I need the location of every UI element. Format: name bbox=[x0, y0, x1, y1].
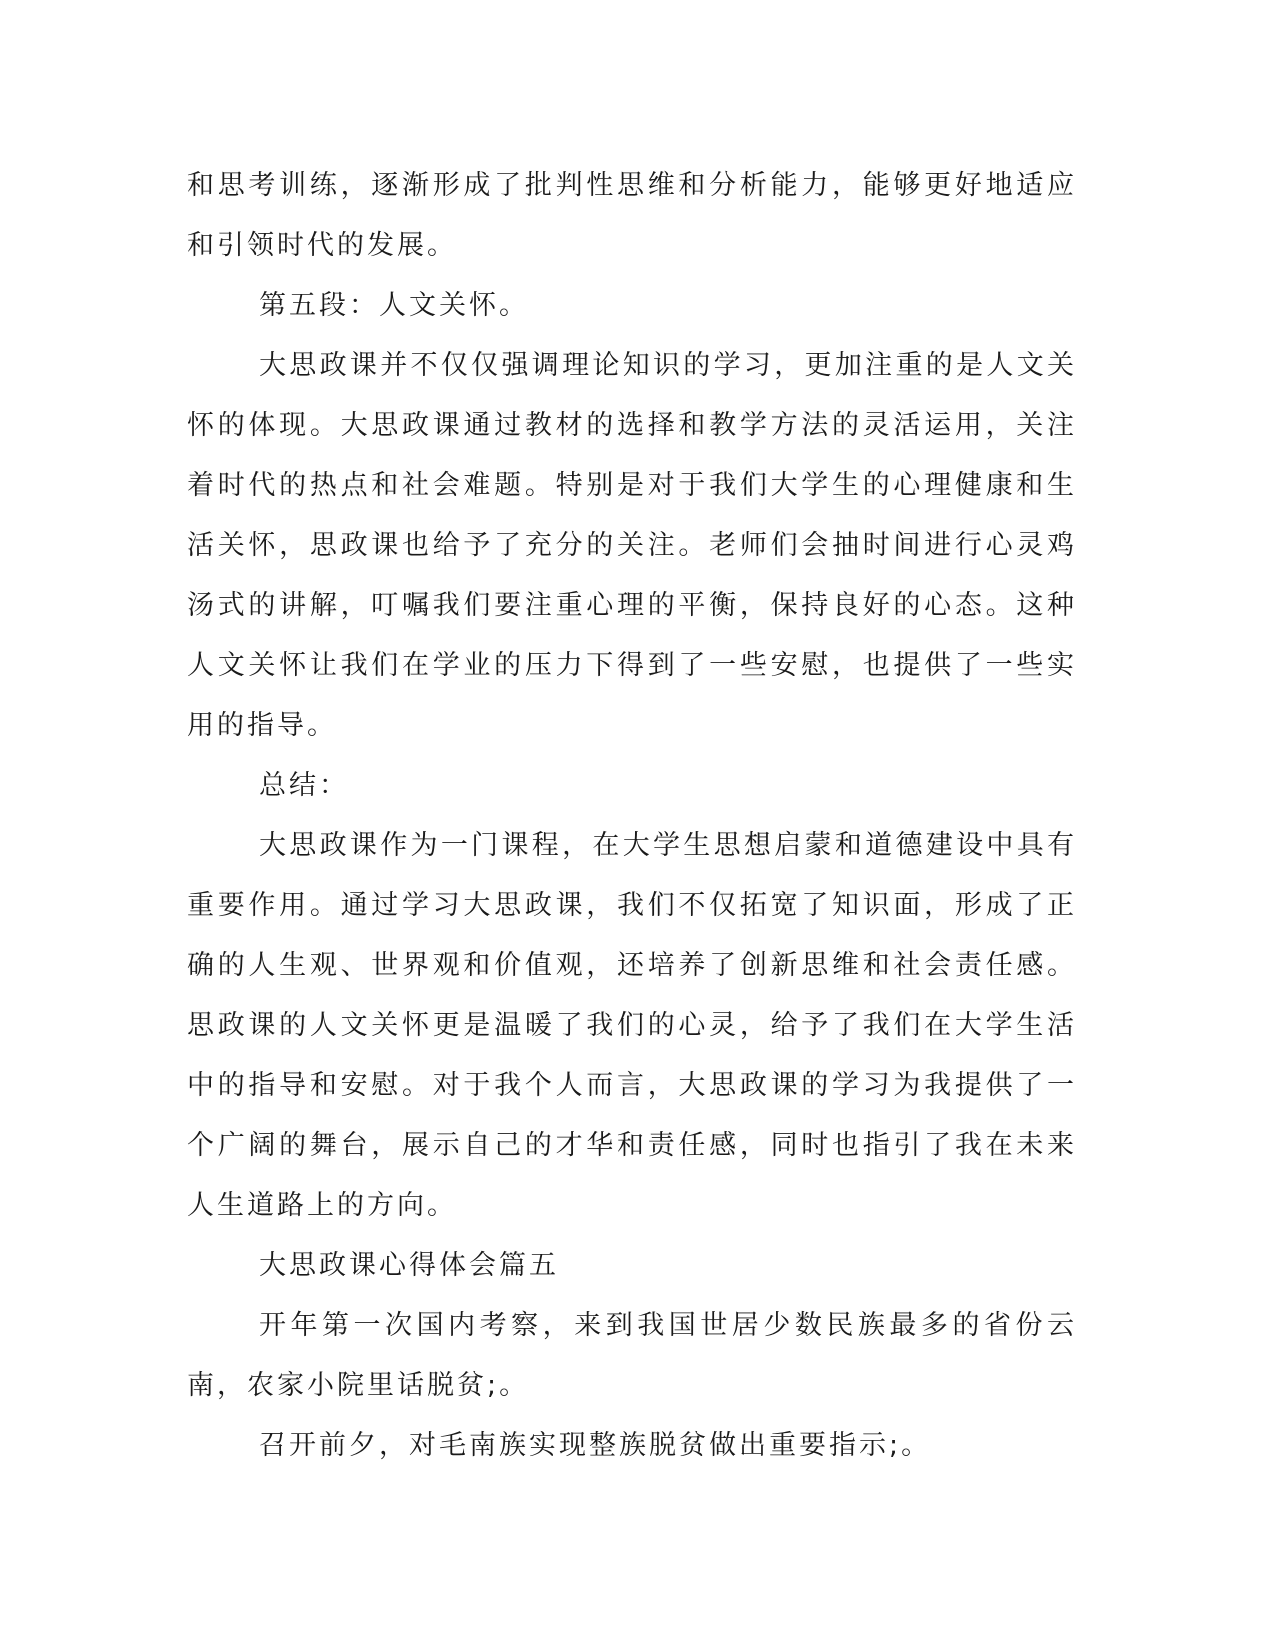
document-body bbox=[187, 156, 1077, 1476]
paragraph-humanistic-care: 大思政课并不仅仅强调理论知识的学习，更加注重的是人文关怀的体现。大思政课通过教材的选择和教学方法的灵活运用，关注着时代的热点和社会难题。特别是对于我们大学生的心理健康和生活关怀，思政课也给予了充分的关注。老师们会抽时间进行心灵鸡汤式的讲解，叮嘱我们要注重心理的平衡，保持良好的心态。这种人文关怀让我们在学业的压力下得到了一些安慰，也提供了一些实用的指导。 bbox=[187, 350, 1077, 741]
article-title-part-five: 大思政课心得体会篇五 bbox=[259, 1250, 559, 1281]
paragraph-inspection: 开年第一次国内考察，来到我国世居少数民族最多的省份云南，农家小院里话脱贫;。 bbox=[187, 1310, 1077, 1401]
section-heading-summary: 总结： bbox=[259, 770, 349, 801]
paragraph-continued: 和思考训练，逐渐形成了批判性思维和分析能力，能够更好地适应和引领时代的发展。 bbox=[187, 170, 1077, 261]
section-heading-part-five: 第五段：人文关怀。 bbox=[259, 290, 529, 321]
paragraph-summary: 大思政课作为一门课程，在大学生思想启蒙和道德建设中具有重要作用。通过学习大思政课，我们不仅拓宽了知识面，形成了正确的人生观、世界观和价值观，还培养了创新思维和社会责任感。思政课的人文关怀更是温暖了我们的心灵，给予了我们在大学生活中的指导和安慰。对于我个人而言，大思政课的学习为我提供了一个广阔的舞台，展示自己的才华和责任感，同时也指引了我在未来人生道路上的方向。 bbox=[187, 830, 1077, 1221]
paragraph-maonan: 召开前夕，对毛南族实现整族脱贫做出重要指示;。 bbox=[259, 1430, 932, 1461]
